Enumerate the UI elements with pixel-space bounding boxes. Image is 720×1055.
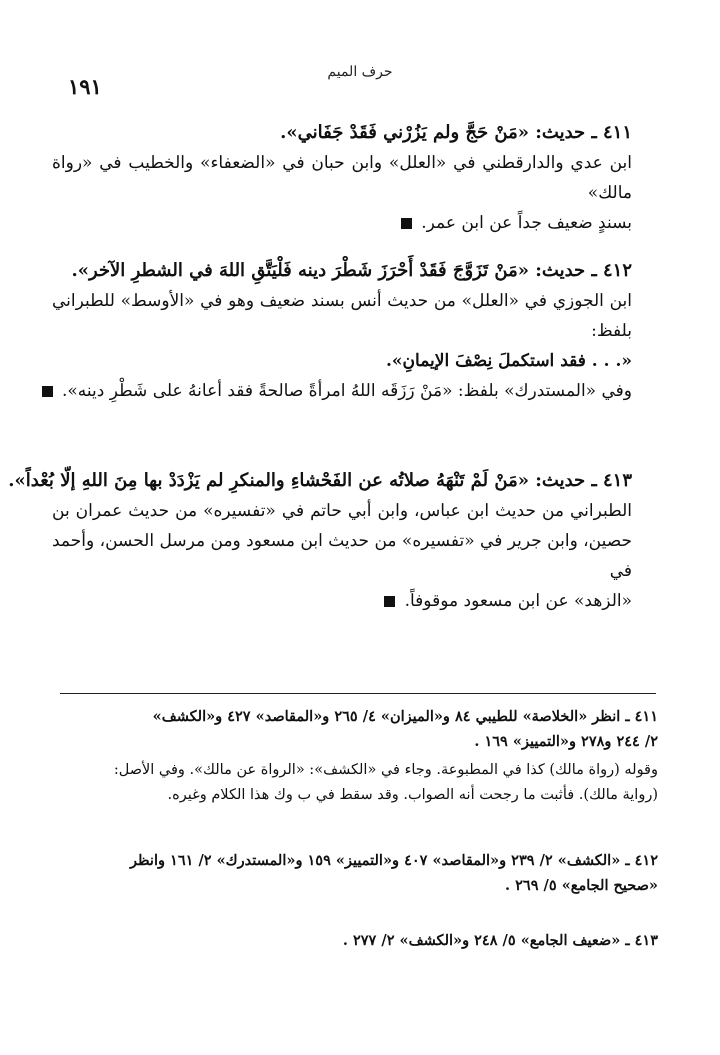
footnote-line: ٤١٣ ـ «ضعيف الجامع» ٥/ ٢٤٨ و«الكشف» ٢/ ٢٧٧ .	[342, 932, 658, 949]
hadith-text-line	[52, 586, 632, 616]
hadith-entry-413	[8, 466, 632, 616]
footnote-413	[60, 928, 658, 953]
hadith-text-span: «الزهد» عن ابن مسعود موقوفاً.	[404, 591, 632, 611]
hadith-text-line: ابن الجوزي في «العلل» من حديث أنس بسند ضعيف وهو في «الأوسط» للطبراني	[52, 291, 632, 311]
hadith-text-line	[52, 208, 632, 238]
footnote-line: ٤١١ ـ انظر «الخلاصة» للطيبي ٨٤ و«الميزان» ٤/ ٢٦٥ و«المقاصد» ٤٢٧ و«الكشف»	[152, 708, 658, 725]
hadith-text-span: بسندٍ ضعيف جداً عن ابن عمر.	[421, 213, 632, 233]
hadith-entry-412	[52, 256, 632, 406]
hadith-heading: ٤١٢ ـ حديث: «مَنْ تَزَوَّجَ فَقَدْ أَحْرَزَ شَطْرَ دينه فَلْيَتَّقِ اللهَ في الشطرِ الآخر».	[71, 260, 632, 281]
footnote-line: وقوله (رواة مالك) كذا في المطبوعة. وجاء في «الكشف»: «الرواة عن مالك». وفي الأصل:	[113, 762, 658, 778]
hadith-heading: ٤١٣ ـ حديث: «مَنْ لَمْ تَنْهَهُ صلاتُه عن الفَحْشاءِ والمنكرِ لم يَزْدَدْ بها مِنَ اللهِ إلّا بُعْداً».	[8, 470, 632, 491]
hadith-heading: ٤١١ ـ حديث: «مَنْ حَجَّ ولم يَزُرْني فَقَدْ جَفَاني».	[280, 122, 632, 143]
page-number: ١٩١	[68, 74, 102, 99]
footnote-line: «صحيح الجامع» ٥/ ٢٦٩ .	[505, 877, 658, 894]
hadith-text-line	[52, 376, 632, 406]
footnote-line: ٢/ ٢٤٤ و٢٧٨ و«التمييز» ١٦٩ .	[474, 733, 658, 750]
end-square-icon	[42, 386, 53, 397]
hadith-text-span: وفي «المستدرك» بلفظ: «مَنْ رَزَقَه اللهُ امرأةً صالحةً فقد أعانهُ على شَطْرِ دينه».	[61, 381, 632, 401]
hadith-text-line: «. . . فقد استكملَ نِصْفَ الإيمانِ».	[386, 351, 632, 371]
footnote-separator	[60, 693, 656, 694]
running-header: حرف الميم	[327, 64, 393, 80]
hadith-text-line: ابن عدي والدارقطني في «العلل» وابن حبان في «الضعفاء» والخطيب في «رواة مالك»	[52, 153, 632, 203]
end-square-icon	[401, 218, 412, 229]
hadith-text-line: بلفظ:	[591, 321, 632, 341]
footnote-412	[60, 848, 658, 898]
hadith-entry-411	[52, 118, 632, 238]
footnote-line: ٤١٢ ـ «الكشف» ٢/ ٢٣٩ و«المقاصد» ٤٠٧ و«التمييز» ١٥٩ و«المستدرك» ٢/ ١٦١ وانظر	[130, 852, 658, 869]
end-square-icon	[384, 596, 395, 607]
hadith-text-line: حصين، وابن جرير في «تفسيره» من حديث ابن مسعود ومن مرسل الحسن، وأحمد في	[52, 531, 632, 581]
footnote-line: (رواية مالك). فأثبت ما رجحت أنه الصواب. وقد سقط في ب وك هذا الكلام وغيره.	[167, 787, 658, 803]
hadith-text-line: الطبراني من حديث ابن عباس، وابن أبي حاتم في «تفسيره» من حديث عمران بن	[52, 501, 632, 521]
footnote-411	[60, 704, 658, 808]
